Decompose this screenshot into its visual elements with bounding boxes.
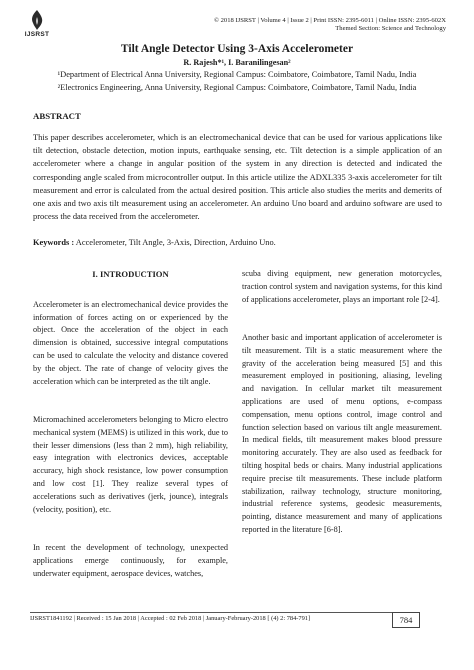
- right-column: [242, 268, 442, 537]
- footer-divider: [30, 612, 392, 613]
- paragraph: Micromachined accelerometers belonging to Micro electro mechanical system (MEMS) is utilized in this work, due to their lesser dimensions (less than 2 mm), high reliability, easy integration with electronics devices, acceptable accuracy, high shock resistance, low power consumption and low cost [1]. They realize several types of accelerations such as derivatives (jerk, jounce), integrals (velocity, position), etc.: [33, 414, 228, 514]
- themed-section: Themed Section: Science and Technology: [335, 25, 446, 32]
- footer-citation: IJSRST1841192 | Received : 15 Jan 2018 | Accepted : 02 Feb 2018 | January-February-2018 [ (4) 2: 784-791]: [30, 615, 311, 622]
- page-number: 784: [392, 612, 420, 628]
- paragraph: Accelerometer is an electromechanical device provides the information of forces acting on or experienced by the object. Once the acceleration of the object in each dimension is obtained, successive integral computations can be used to calculate the velocity and distance covered by the object. The rate of change of velocity gives the acceleration which can be interpreted as the tilt angle.: [33, 299, 228, 386]
- left-column: [33, 268, 228, 580]
- flame-logo-icon: [29, 9, 45, 31]
- section-heading-introduction: I. INTRODUCTION: [92, 269, 169, 279]
- logo-text: IJSRST: [24, 31, 50, 38]
- paragraph: scuba diving equipment, new generation motorcycles, traction control system and navigation systems, for this kind of applications accelerometer, plays an important role [2-4].: [242, 269, 442, 304]
- keywords-label: Keywords :: [33, 238, 75, 247]
- abstract-body: This paper describes accelerometer, which is an electromechanical device that can be used for various applications like tilt detection, obstacle detection, motion inputs, earthquake sensing, etc. Tilt detection is a simple application of an accelerometer where a change in angular position of the system in any direction is detected and indicated the corresponding angle scaled from microcontroller output. In this article utilize the ADXL335 3-axis accelerometer for tilt measurement and error is calculated from the actual desired position. This article also studies the merits and demerits of one axis and two axis tilt measurement using an accelerometer. An arduino Uno board and arduino software are used to process the data received from the accelerometer.: [33, 132, 442, 222]
- paper-title: Tilt Angle Detector Using 3-Axis Accelerometer: [120, 43, 354, 55]
- keywords-list: Accelerometer, Tilt Angle, 3-Axis, Direction, Arduino Uno.: [74, 238, 276, 247]
- abstract-heading: ABSTRACT: [33, 111, 81, 121]
- paragraph: Another basic and important application of accelerometer is tilt measurement. Tilt is a static measurement where the gravity of the acceleration being measured [5] and this measurement employed in positioning, aliasing, leveling and navigation. In cellular market tilt measurement applications are used of menu options, e-compass compensation, menu options control, image control and function selection based on various tilt angle measurement. In medical fields, tilt measurement makes blood pressure monitoring accurately. They are also used as feedback for tilting hospital beds or chairs. Many industrial applications require precise tilt measurements. These include platform stabilization, railway technology, structure monitoring, industrial reference systems, geodesic measurements, pointing, distance measurement and many of applications reported in the literature [6-8].: [242, 332, 442, 534]
- affiliation-1: ¹Department of Electrical Anna University, Regional Campus: Coimbatore, Coimbatore, Tamil Nadu, India: [57, 70, 417, 79]
- journal-logo: [20, 9, 54, 41]
- affiliation-2: ²Electronics Engineering, Anna University, Regional Campus: Coimbatore, Coimbatore, Tamil Nadu, India: [57, 83, 417, 92]
- keywords: [33, 238, 276, 247]
- journal-info: © 2018 IJSRST | Volume 4 | Issue 2 | Print ISSN: 2395-6011 | Online ISSN: 2395-602X: [213, 17, 446, 24]
- paragraph: In recent the development of technology, unexpected applications emerge continuously, for example, underwater equipment, aerospace devices, watches,: [33, 542, 228, 578]
- paper-authors: R. Rajesh*¹, I. Baranilingesan²: [183, 58, 291, 67]
